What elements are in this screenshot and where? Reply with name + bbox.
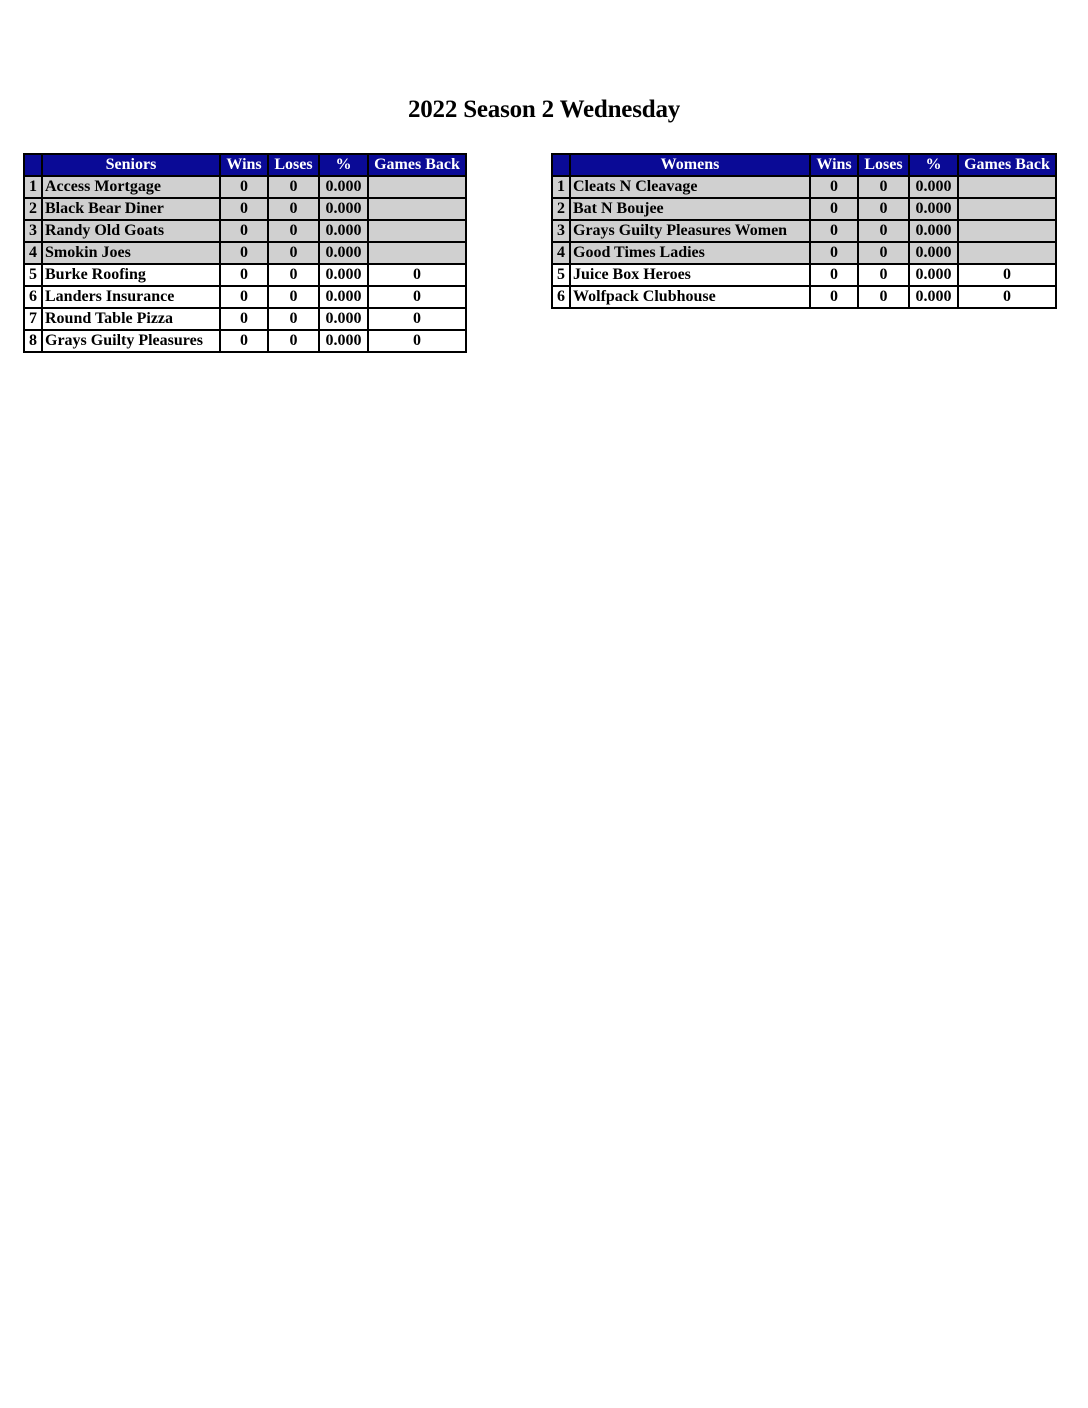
pct-cell: 0.000 (909, 286, 958, 308)
page-title: 2022 Season 2 Wednesday (407, 96, 681, 123)
loses-cell: 0 (268, 264, 319, 286)
team-name-cell: Grays Guilty Pleasures (42, 330, 220, 352)
rank-cell: 7 (24, 308, 42, 330)
rank-cell: 1 (552, 176, 570, 198)
womens-rows (552, 176, 1056, 308)
rank-cell: 4 (552, 242, 570, 264)
rank-cell: 4 (24, 242, 42, 264)
loses-cell: 0 (268, 176, 319, 198)
loses-cell: 0 (268, 198, 319, 220)
table-row (24, 220, 466, 242)
wins-cell: 0 (220, 198, 268, 220)
pct-cell: 0.000 (909, 176, 958, 198)
table-row (552, 264, 1056, 286)
games-back-cell (958, 242, 1056, 264)
loses-cell: 0 (268, 308, 319, 330)
rank-column-header (24, 154, 42, 176)
pct-cell: 0.000 (909, 220, 958, 242)
team-name-cell: Cleats N Cleavage (570, 176, 810, 198)
pct-cell: 0.000 (319, 264, 368, 286)
team-name-cell: Grays Guilty Pleasures Women (570, 220, 810, 242)
womens-header-row (552, 154, 1056, 176)
rank-cell: 6 (552, 286, 570, 308)
rank-cell: 2 (24, 198, 42, 220)
games-back-cell (958, 198, 1056, 220)
games-back-cell: 0 (368, 264, 466, 286)
pct-cell: 0.000 (909, 198, 958, 220)
loses-cell: 0 (268, 286, 319, 308)
loses-cell: 0 (268, 330, 319, 352)
loses-cell: 0 (268, 220, 319, 242)
division-name-header: Seniors (42, 154, 220, 176)
games-back-column-header: Games Back (368, 154, 466, 176)
team-name-cell: Juice Box Heroes (570, 264, 810, 286)
loses-cell: 0 (858, 198, 909, 220)
rank-cell: 6 (24, 286, 42, 308)
pct-cell: 0.000 (319, 176, 368, 198)
games-back-cell (368, 176, 466, 198)
wins-column-header: Wins (810, 154, 858, 176)
pct-column-header: % (319, 154, 368, 176)
team-name-cell: Access Mortgage (42, 176, 220, 198)
seniors-rows (24, 176, 466, 352)
pct-cell: 0.000 (319, 308, 368, 330)
seniors-standings-table (23, 153, 467, 353)
games-back-cell: 0 (368, 286, 466, 308)
seniors-header-row (24, 154, 466, 176)
rank-cell: 5 (24, 264, 42, 286)
womens-standings-table (551, 153, 1057, 309)
team-name-cell: Good Times Ladies (570, 242, 810, 264)
wins-cell: 0 (220, 220, 268, 242)
games-back-cell: 0 (958, 286, 1056, 308)
pct-column-header: % (909, 154, 958, 176)
wins-cell: 0 (810, 264, 858, 286)
loses-cell: 0 (858, 286, 909, 308)
rank-cell: 3 (24, 220, 42, 242)
pct-cell: 0.000 (319, 330, 368, 352)
table-row (24, 176, 466, 198)
team-name-cell: Randy Old Goats (42, 220, 220, 242)
table-row (24, 242, 466, 264)
team-name-cell: Bat N Boujee (570, 198, 810, 220)
loses-column-header: Loses (858, 154, 909, 176)
team-name-cell: Round Table Pizza (42, 308, 220, 330)
loses-cell: 0 (858, 176, 909, 198)
rank-cell: 3 (552, 220, 570, 242)
table-row (24, 198, 466, 220)
pct-cell: 0.000 (909, 242, 958, 264)
table-row (552, 220, 1056, 242)
pct-cell: 0.000 (319, 220, 368, 242)
team-name-cell: Smokin Joes (42, 242, 220, 264)
wins-cell: 0 (220, 308, 268, 330)
wins-cell: 0 (810, 198, 858, 220)
table-row (24, 330, 466, 352)
games-back-cell (368, 198, 466, 220)
loses-cell: 0 (858, 220, 909, 242)
wins-cell: 0 (810, 220, 858, 242)
table-row (552, 242, 1056, 264)
games-back-cell: 0 (368, 308, 466, 330)
loses-cell: 0 (858, 264, 909, 286)
division-name-header: Womens (570, 154, 810, 176)
loses-cell: 0 (858, 242, 909, 264)
games-back-cell: 0 (368, 330, 466, 352)
team-name-cell: Black Bear Diner (42, 198, 220, 220)
rank-column-header (552, 154, 570, 176)
pct-cell: 0.000 (319, 286, 368, 308)
wins-cell: 0 (220, 286, 268, 308)
games-back-cell (368, 242, 466, 264)
loses-column-header: Loses (268, 154, 319, 176)
pct-cell: 0.000 (909, 264, 958, 286)
rank-cell: 1 (24, 176, 42, 198)
team-name-cell: Landers Insurance (42, 286, 220, 308)
rank-cell: 8 (24, 330, 42, 352)
team-name-cell: Wolfpack Clubhouse (570, 286, 810, 308)
table-row (24, 264, 466, 286)
games-back-cell (958, 176, 1056, 198)
games-back-column-header: Games Back (958, 154, 1056, 176)
rank-cell: 5 (552, 264, 570, 286)
wins-cell: 0 (220, 176, 268, 198)
rank-cell: 2 (552, 198, 570, 220)
wins-cell: 0 (220, 264, 268, 286)
wins-cell: 0 (220, 330, 268, 352)
loses-cell: 0 (268, 242, 319, 264)
wins-cell: 0 (220, 242, 268, 264)
team-name-cell: Burke Roofing (42, 264, 220, 286)
wins-cell: 0 (810, 176, 858, 198)
games-back-cell (368, 220, 466, 242)
table-row (24, 308, 466, 330)
pct-cell: 0.000 (319, 242, 368, 264)
table-row (552, 176, 1056, 198)
table-row (24, 286, 466, 308)
table-row (552, 286, 1056, 308)
games-back-cell: 0 (958, 264, 1056, 286)
wins-column-header: Wins (220, 154, 268, 176)
table-row (552, 198, 1056, 220)
pct-cell: 0.000 (319, 198, 368, 220)
games-back-cell (958, 220, 1056, 242)
wins-cell: 0 (810, 286, 858, 308)
wins-cell: 0 (810, 242, 858, 264)
